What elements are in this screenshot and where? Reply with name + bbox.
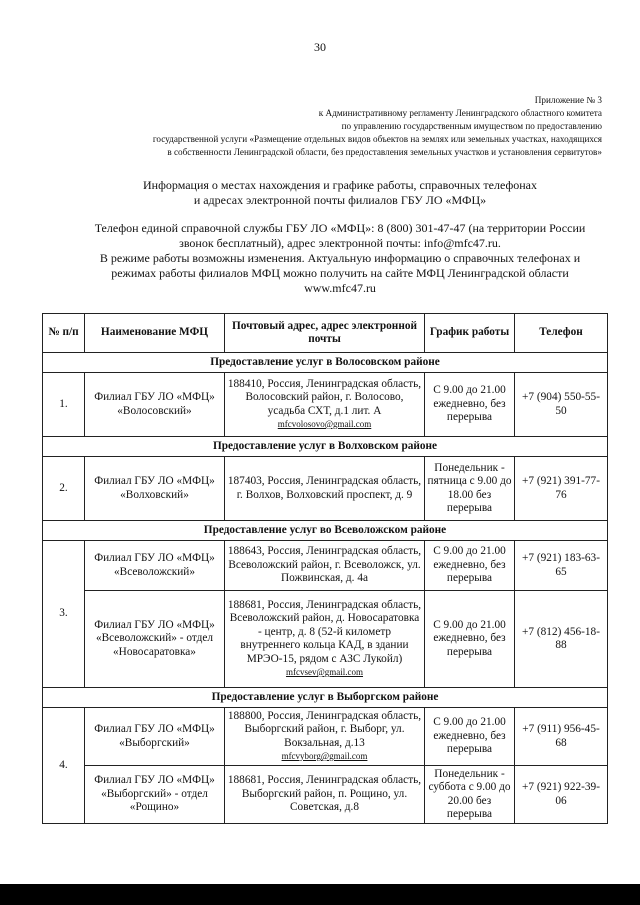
mfc-schedule: Понедельник - суббота с 9.00 до 20.00 без перерыва	[425, 766, 515, 824]
table-header-row	[43, 314, 608, 353]
table-row	[43, 708, 608, 766]
email-link[interactable]: mfcvyborg@gmail.com	[281, 751, 368, 761]
table-row	[43, 373, 608, 437]
appendix-line: к Административному регламенту Ленинградского областного комитета	[318, 108, 602, 118]
mfc-phone: +7 (812) 456-18-88	[515, 591, 608, 688]
header-phone: Телефон	[515, 314, 608, 353]
section-title: Предоставление услуг в Волосовском районе	[43, 353, 608, 373]
mfc-phone: +7 (921) 183-63-65	[515, 541, 608, 591]
mfc-table-container	[42, 313, 607, 824]
row-num: 1.	[43, 373, 85, 437]
email-link[interactable]: mfcvsev@gmail.com	[285, 667, 364, 677]
appendix-line: Приложение № 3	[534, 95, 602, 105]
scan-edge-bar	[0, 884, 640, 905]
address-text: 188681, Россия, Ленинградская область, Всеволожский район, д. Новосаратовка - центр, д. 8 (52-й километр внутреннего кольца КАД, в здании МРЭО-15, рядом с АЗС Лукойл)	[227, 598, 422, 665]
note-line: режимах работы филиалов МФЦ можно получить на сайте МФЦ Ленинградской области	[111, 266, 569, 280]
section-title: Предоставление услуг в Волховском районе	[43, 437, 608, 457]
mfc-schedule: С 9.00 до 21.00 ежедневно, без перерыва	[425, 708, 515, 766]
header-name: Наименование МФЦ	[85, 314, 225, 353]
section-row	[43, 521, 608, 541]
mfc-phone: +7 (911) 956-45-68	[515, 708, 608, 766]
appendix-header	[42, 94, 602, 159]
title-line: Информация о местах нахождения и графике работы, справочных телефонах	[143, 178, 537, 192]
mfc-name: Филиал ГБУ ЛО «МФЦ» «Выборгский»	[85, 708, 225, 766]
table-row	[43, 766, 608, 824]
section-title: Предоставление услуг в Выборгском районе	[43, 688, 608, 708]
page-number: 30	[314, 40, 326, 54]
mfc-phone: +7 (921) 391-77-76	[515, 457, 608, 521]
section-title: Предоставление услуг во Всеволожском районе	[43, 521, 608, 541]
mfc-address	[225, 708, 425, 766]
table-row	[43, 591, 608, 688]
row-num: 4.	[43, 708, 85, 824]
mfc-schedule: С 9.00 до 21.00 ежедневно, без перерыва	[425, 591, 515, 688]
website-link[interactable]: www.mfc47.ru	[304, 281, 376, 295]
mfc-table	[42, 313, 608, 824]
mfc-schedule: С 9.00 до 21.00 ежедневно, без перерыва	[425, 541, 515, 591]
email-link[interactable]: mfcvolosovo@gmail.com	[277, 419, 372, 429]
row-num: 3.	[43, 541, 85, 688]
mfc-schedule: С 9.00 до 21.00 ежедневно, без перерыва	[425, 373, 515, 437]
mfc-address: 187403, Россия, Ленинградская область, г. Волхов, Волховский проспект, д. 9	[225, 457, 425, 521]
mfc-phone: +7 (921) 922-39-06	[515, 766, 608, 824]
table-row	[43, 541, 608, 591]
header-address: Почтовый адрес, адрес электронной почты	[225, 314, 425, 353]
row-num: 2.	[43, 457, 85, 521]
section-row	[43, 688, 608, 708]
mfc-schedule: Понедельник - пятница с 9.00 до 18.00 без перерыва	[425, 457, 515, 521]
document-title	[40, 178, 640, 208]
appendix-line: по управлению государственным имуществом по предоставлению	[341, 121, 602, 131]
section-row	[43, 353, 608, 373]
phone-info	[40, 221, 640, 251]
phone-line: звонок бесплатный), адрес электронной почты: info@mfc47.ru.	[179, 236, 501, 250]
table-row	[43, 457, 608, 521]
mfc-address	[225, 591, 425, 688]
mfc-name: Филиал ГБУ ЛО «МФЦ» «Выборгский» - отдел «Рощино»	[85, 766, 225, 824]
mfc-name: Филиал ГБУ ЛО «МФЦ» «Всеволожский» - отдел «Новосаратовка»	[85, 591, 225, 688]
address-text: 188800, Россия, Ленинградская область, Выборгский район, г. Выборг, ул. Вокзальная, д.13	[227, 709, 422, 749]
note-info	[40, 251, 640, 296]
mfc-address	[225, 373, 425, 437]
phone-line: Телефон единой справочной службы ГБУ ЛО «МФЦ»: 8 (800) 301-47-47 (на территории России	[94, 221, 586, 235]
mfc-address: 188681, Россия, Ленинградская область, Выборгский район, п. Рощино, ул. Советская, д.8	[225, 766, 425, 824]
appendix-line: в собственности Ленинградской области, без предоставления земельных участков и установления сервитутов»	[167, 147, 602, 157]
address-text: 188410, Россия, Ленинградская область, Волосовский район, г. Волосово, усадьба СХТ, д.1 лит. А	[227, 377, 422, 417]
header-num: № п/п	[43, 314, 85, 353]
title-line: и адресах электронной почты филиалов ГБУ ЛО «МФЦ»	[193, 193, 487, 207]
header-schedule: График работы	[425, 314, 515, 353]
mfc-name: Филиал ГБУ ЛО «МФЦ» «Волосовский»	[85, 373, 225, 437]
section-row	[43, 437, 608, 457]
mfc-phone: +7 (904) 550-55-50	[515, 373, 608, 437]
mfc-name: Филиал ГБУ ЛО «МФЦ» «Всеволожский»	[85, 541, 225, 591]
appendix-line: государственной услуги «Размещение отдельных видов объектов на землях или земельных участках, находящихся	[152, 134, 602, 144]
info-block	[40, 178, 640, 296]
note-line: В режиме работы возможны изменения. Актуальную информацию о справочных телефонах и	[99, 251, 581, 265]
mfc-name: Филиал ГБУ ЛО «МФЦ» «Волховский»	[85, 457, 225, 521]
mfc-address: 188643, Россия, Ленинградская область, Всеволожский район, г. Всеволожск, ул. Пожвинская, д. 4а	[225, 541, 425, 591]
